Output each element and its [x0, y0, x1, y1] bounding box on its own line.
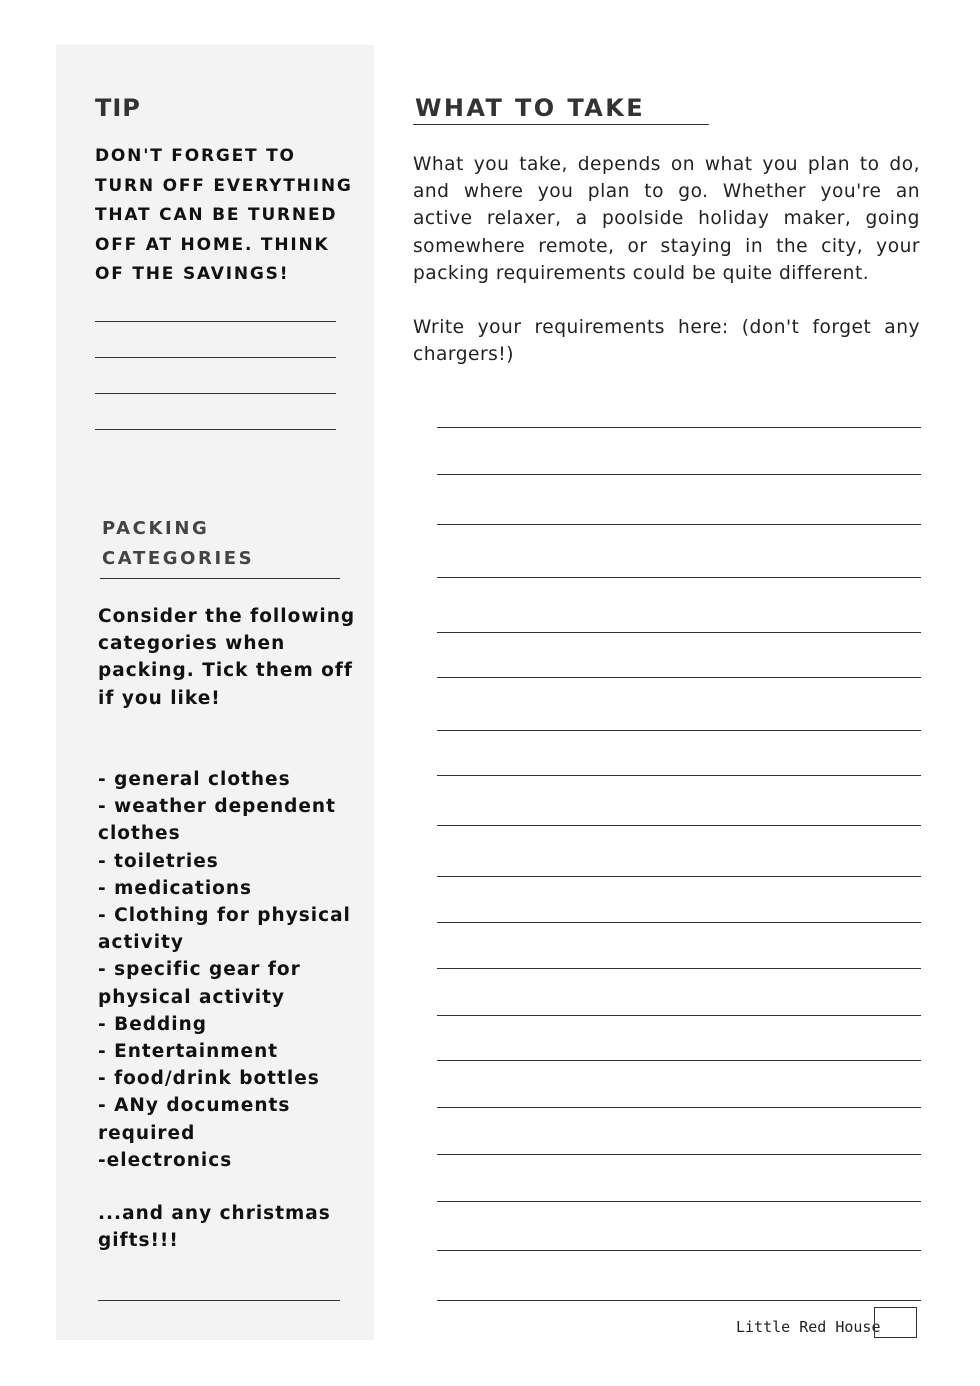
list-item: - specific gear for physical activity [98, 959, 301, 1008]
list-item: - Entertainment [98, 1041, 279, 1063]
requirements-writing-line [437, 1015, 921, 1016]
list-item: - ANy documents required [98, 1095, 291, 1144]
requirements-writing-line [437, 1154, 921, 1155]
tip-writing-line [95, 321, 336, 322]
requirements-writing-line [437, 825, 921, 826]
tip-writing-line [95, 357, 336, 358]
list-item: - food/drink bottles [98, 1068, 320, 1090]
requirements-writing-line [437, 427, 921, 428]
list-item: - general clothes [98, 769, 291, 790]
requirements-writing-line [437, 876, 921, 877]
tip-body: DON'T FORGET TO TURN OFF EVERYTHING THAT CAN BE TURNED OFF AT HOME. THINK OF THE SAVINGS! [95, 146, 353, 284]
requirements-writing-line [437, 1107, 921, 1108]
list-item: - Bedding [98, 1013, 208, 1035]
requirements-writing-line [437, 730, 921, 731]
tip-heading: TIP [95, 94, 141, 122]
list-item: -electronics [98, 1149, 233, 1171]
packing-category-list [98, 766, 368, 1174]
what-to-take-heading: WHAT TO TAKE [415, 94, 645, 122]
requirements-writing-line [437, 922, 921, 923]
list-item: - weather dependent clothes [98, 796, 336, 845]
requirements-writing-line [437, 1250, 921, 1251]
intro-paragraph: What you take, depends on what you plan to do, and where you plan to go. Whether you're an active relaxer, a poolside holiday maker, going somewhere remote, or staying in the city, your packing requirements could be quite different. [413, 154, 920, 284]
requirements-writing-line [437, 577, 921, 578]
requirements-writing-line [437, 474, 921, 475]
requirements-writing-line [437, 968, 921, 969]
requirements-prompt: Write your requirements here: (don't forget any chargers!) [413, 317, 920, 366]
sidebar-bottom-line [98, 1300, 340, 1301]
tip-writing-line [95, 429, 336, 430]
list-item: - Clothing for physical activity [98, 905, 351, 954]
list-item: - medications [98, 877, 253, 899]
requirements-writing-line [437, 1201, 921, 1202]
requirements-writing-line [437, 1060, 921, 1061]
list-item: - toiletries [98, 850, 219, 872]
requirements-writing-line [437, 1300, 921, 1301]
footer-logo-box [874, 1307, 917, 1338]
requirements-writing-line [437, 775, 921, 776]
requirements-writing-line [437, 524, 921, 525]
packing-categories-heading: PACKING CATEGORIES [102, 518, 255, 569]
main-heading-underline [413, 124, 709, 125]
packing-heading-underline [100, 578, 340, 579]
main-description [413, 151, 920, 368]
requirements-writing-line [437, 677, 921, 678]
packing-intro: Consider the following categories when packing. Tick them off if you like! [98, 606, 356, 709]
requirements-writing-line [437, 632, 921, 633]
tip-writing-line [95, 393, 336, 394]
footer-credit: Little Red House [736, 1318, 881, 1336]
packing-outro: ...and any christmas gifts!!! [98, 1203, 331, 1252]
